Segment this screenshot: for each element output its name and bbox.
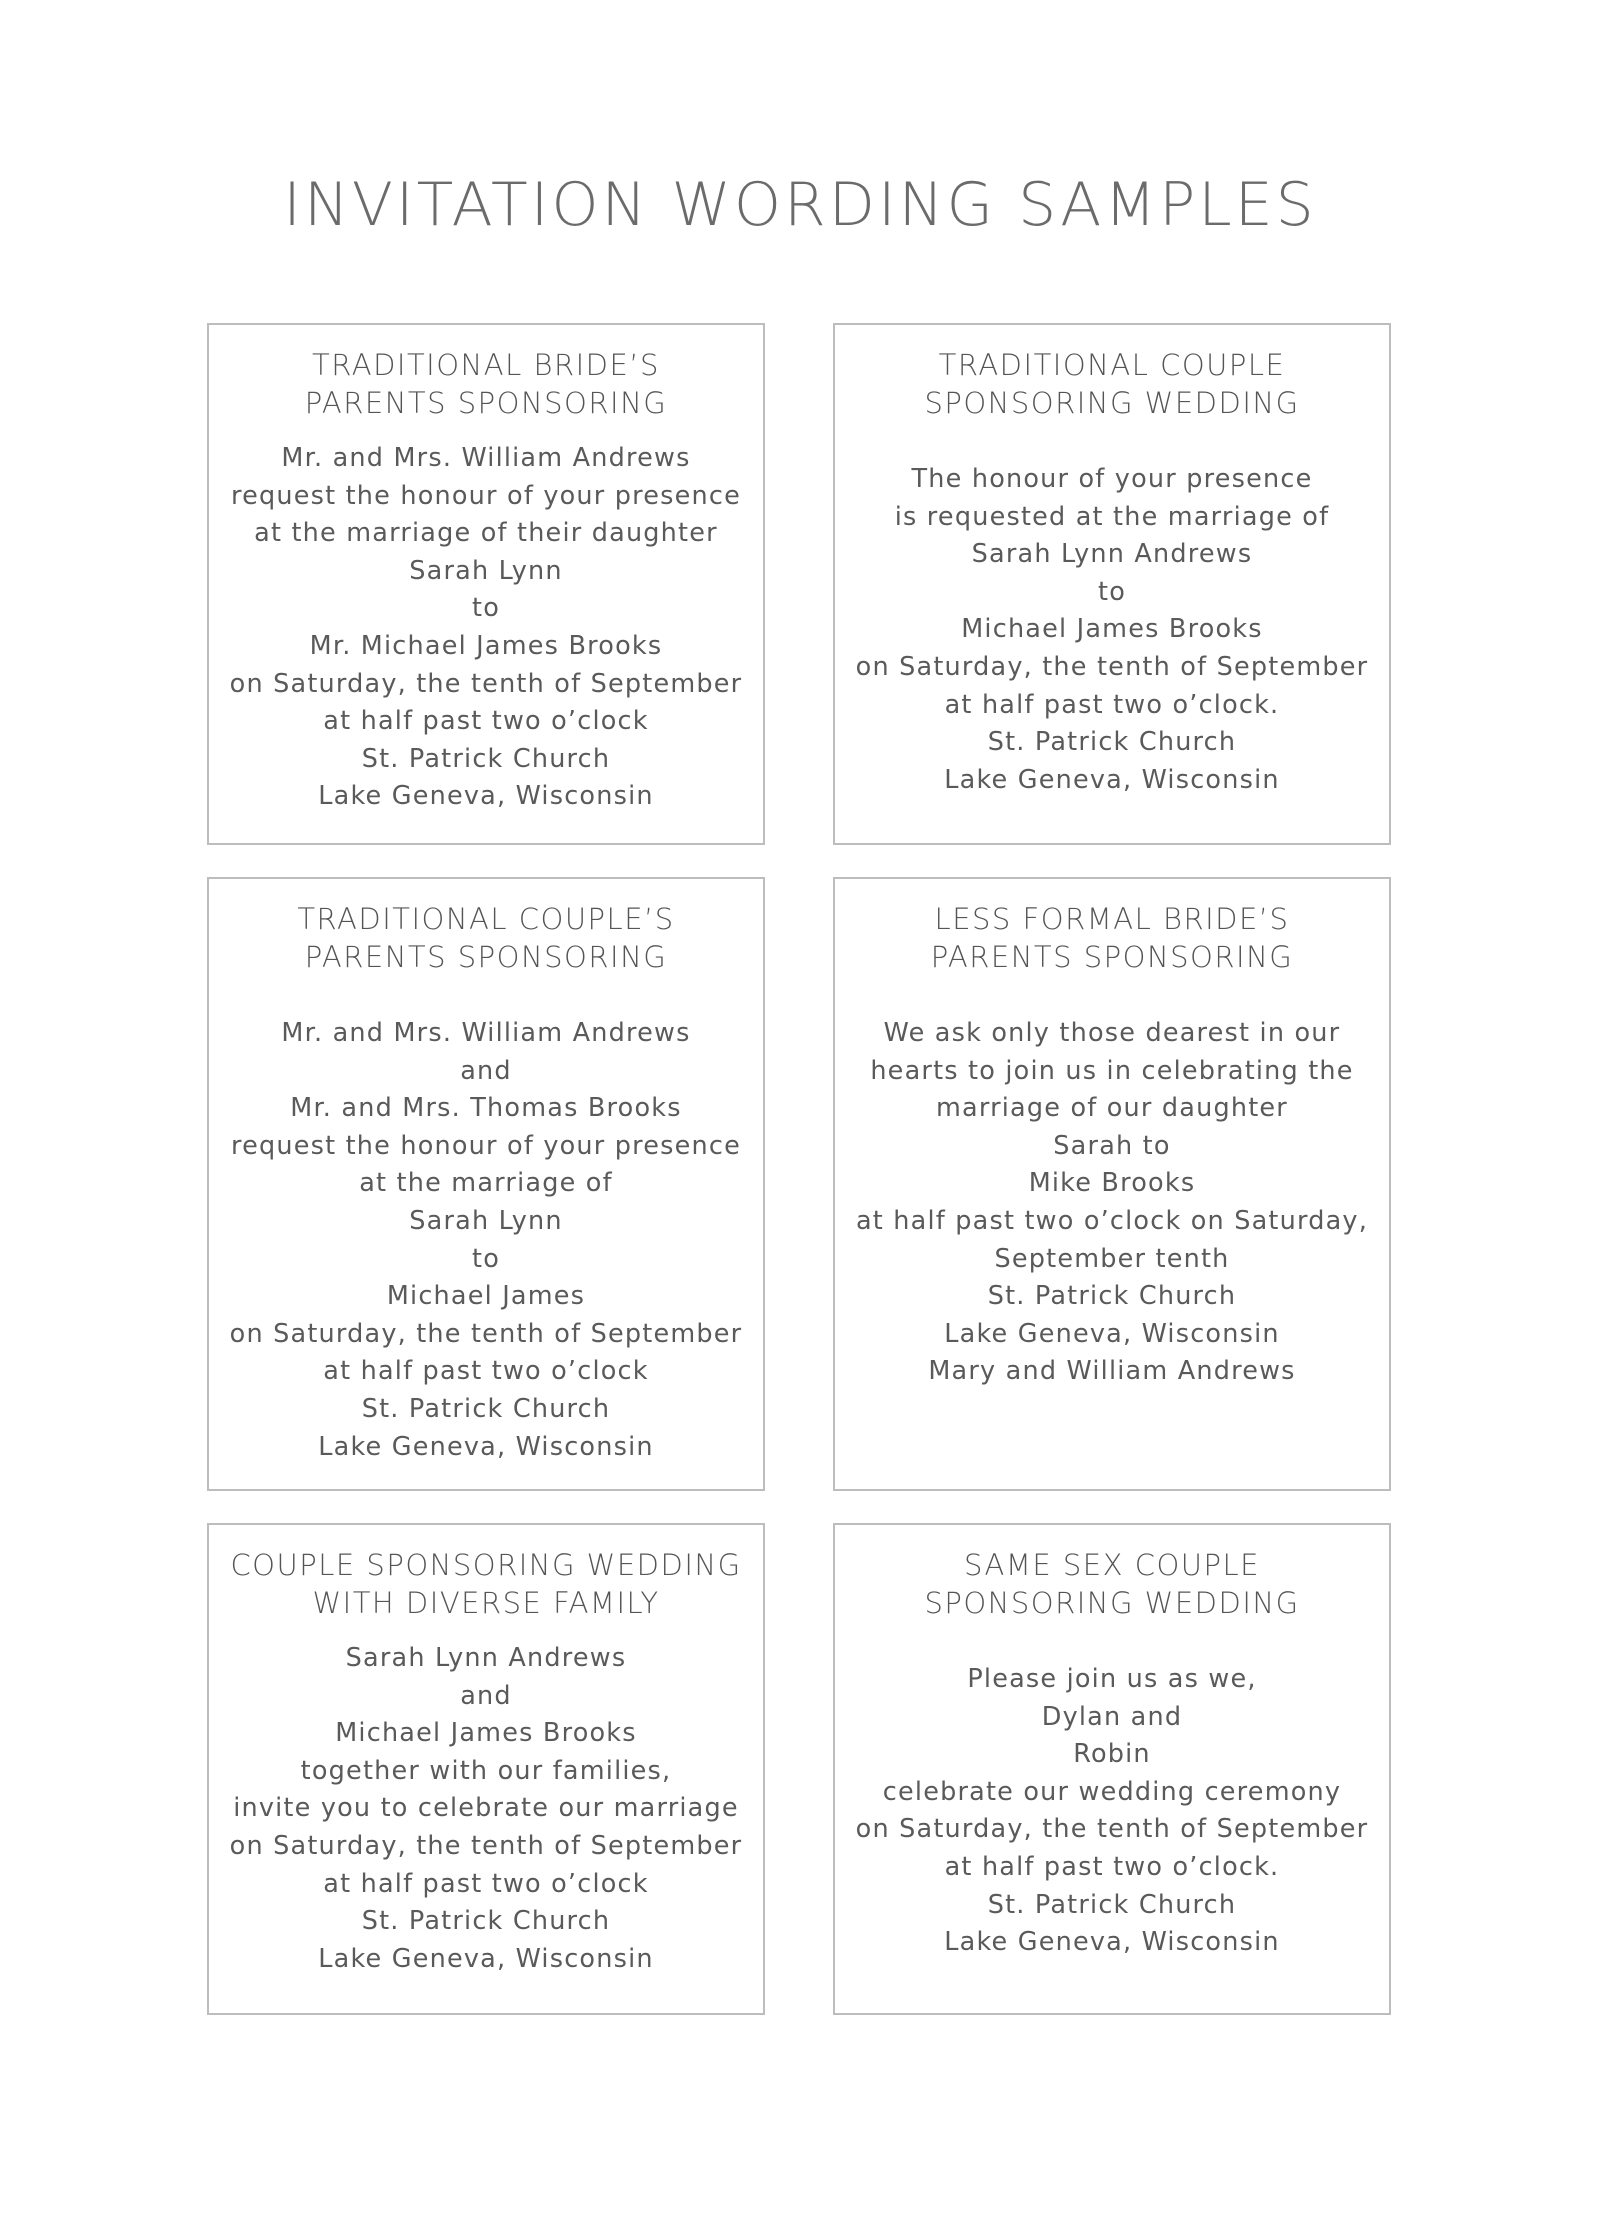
card-body-line: on Saturday, the tenth of September	[855, 1814, 1369, 1845]
card-body	[209, 440, 763, 816]
card-same-sex-couple	[833, 1523, 1391, 2015]
card-body-line: Sarah Lynn	[409, 1205, 563, 1236]
card-body	[209, 1640, 763, 1978]
card-body-line: request the honour of your presence	[230, 480, 742, 511]
card-body-line: Michael James	[386, 1281, 586, 1312]
card-title	[209, 901, 763, 976]
card-body-line: Mr. and Mrs. Thomas Brooks	[290, 1093, 682, 1124]
card-body	[835, 1661, 1389, 1962]
card-title-line: TRADITIONAL BRIDE’S	[312, 348, 660, 382]
card-body-line: St. Patrick Church	[987, 1889, 1237, 1920]
card-body-line: Mr. and Mrs. William Andrews	[281, 443, 691, 473]
card-body-line: The honour of your presence	[911, 464, 1313, 494]
card-body-line: Michael James Brooks	[335, 1718, 637, 1749]
card-body-line: Sarah Lynn	[409, 555, 563, 586]
card-body-line: We ask only those dearest in our	[883, 1018, 1341, 1048]
card-title	[835, 1547, 1389, 1622]
card-body-line: Lake Geneva, Wisconsin	[944, 764, 1280, 795]
card-body-line: Lake Geneva, Wisconsin	[318, 781, 654, 812]
card-traditional-brides-parents	[207, 323, 765, 845]
card-title-line: TRADITIONAL COUPLE	[938, 348, 1286, 382]
card-body-line: St. Patrick Church	[361, 743, 611, 774]
card-body-line: request the honour of your presence	[230, 1130, 742, 1161]
card-body-line: celebrate our wedding ceremony	[882, 1776, 1342, 1807]
card-title-line: PARENTS SPONSORING	[304, 939, 668, 974]
card-body-line: at half past two o’clock.	[944, 1851, 1280, 1882]
card-body-line: to	[472, 1243, 500, 1274]
card-title	[209, 347, 763, 422]
card-title-line: SAME SEX COUPLE	[964, 1548, 1260, 1582]
card-body-line: at half past two o’clock.	[944, 689, 1280, 720]
card-title-line: COUPLE SPONSORING WEDDING	[230, 1548, 742, 1582]
card-body-line: at half past two o’clock on Saturday,	[855, 1205, 1369, 1236]
card-body-line: St. Patrick Church	[987, 1281, 1237, 1312]
page-title: INVITATION WORDING SAMPLES	[283, 170, 1317, 240]
card-body-line: Mike Brooks	[1028, 1168, 1196, 1199]
card-traditional-couple	[833, 323, 1391, 845]
card-traditional-couples-parents	[207, 877, 765, 1491]
card-body-line: September tenth	[994, 1243, 1230, 1274]
card-body-line: marriage of our daughter	[935, 1093, 1288, 1124]
card-body-line: together with our families,	[300, 1755, 672, 1786]
card-body-line: at half past two o’clock	[323, 706, 649, 737]
card-title-line: WITH DIVERSE FAMILY	[312, 1585, 660, 1620]
card-body-line: invite you to celebrate our marriage	[233, 1793, 739, 1824]
card-body-line: St. Patrick Church	[987, 727, 1237, 758]
card-body-line: is requested at the marriage of	[894, 501, 1330, 532]
card-body-line: Please join us as we,	[967, 1664, 1257, 1694]
card-title-line: TRADITIONAL COUPLE’S	[297, 902, 675, 936]
card-title-line: SPONSORING WEDDING	[924, 1585, 1300, 1620]
card-body-line: Michael James Brooks	[961, 614, 1263, 645]
card-body-line: Lake Geneva, Wisconsin	[318, 1431, 654, 1462]
card-body-line: Robin	[1073, 1739, 1151, 1770]
card-body-line: and	[460, 1680, 512, 1711]
card-body-line: at half past two o’clock	[323, 1356, 649, 1387]
card-body-line: Lake Geneva, Wisconsin	[944, 1318, 1280, 1349]
card-title-line: PARENTS SPONSORING	[304, 385, 668, 420]
card-body-line: St. Patrick Church	[361, 1906, 611, 1937]
card-body-line: at the marriage of their daughter	[254, 518, 718, 549]
card-title-line: SPONSORING WEDDING	[924, 385, 1300, 420]
card-body-line: Mr. Michael James Brooks	[309, 630, 663, 661]
card-body	[835, 461, 1389, 799]
card-body-line: to	[472, 593, 500, 624]
card-body-line: on Saturday, the tenth of September	[229, 1830, 743, 1861]
card-title	[835, 347, 1389, 422]
card-body-line: Mr. and Mrs. William Andrews	[281, 1018, 691, 1048]
card-body-line: St. Patrick Church	[361, 1393, 611, 1424]
card-body-line: at half past two o’clock	[323, 1868, 649, 1899]
card-body-line: on Saturday, the tenth of September	[855, 651, 1369, 682]
card-body-line: Sarah Lynn Andrews	[971, 539, 1253, 570]
card-body	[835, 1015, 1389, 1391]
card-body	[209, 1015, 763, 1466]
card-body-line: Sarah to	[1053, 1130, 1171, 1161]
card-title-line: PARENTS SPONSORING	[930, 939, 1294, 974]
card-body-line: and	[460, 1055, 512, 1086]
card-title	[209, 1547, 763, 1622]
card-body-line: Mary and William Andrews	[928, 1356, 1296, 1387]
card-body-line: hearts to join us in celebrating the	[870, 1055, 1354, 1086]
card-title	[835, 901, 1389, 976]
card-body-line: Sarah Lynn Andrews	[345, 1643, 627, 1673]
card-body-line: Lake Geneva, Wisconsin	[318, 1943, 654, 1974]
card-body-line: on Saturday, the tenth of September	[229, 668, 743, 699]
card-body-line: Lake Geneva, Wisconsin	[944, 1927, 1280, 1958]
card-body-line: at the marriage of	[359, 1168, 613, 1199]
card-title-line: LESS FORMAL BRIDE’S	[934, 902, 1290, 936]
card-body-line: on Saturday, the tenth of September	[229, 1318, 743, 1349]
card-body-line: to	[1098, 576, 1126, 607]
card-body-line: Dylan and	[1041, 1701, 1183, 1732]
card-couple-diverse-family	[207, 1523, 765, 2015]
card-less-formal-brides-parents	[833, 877, 1391, 1491]
